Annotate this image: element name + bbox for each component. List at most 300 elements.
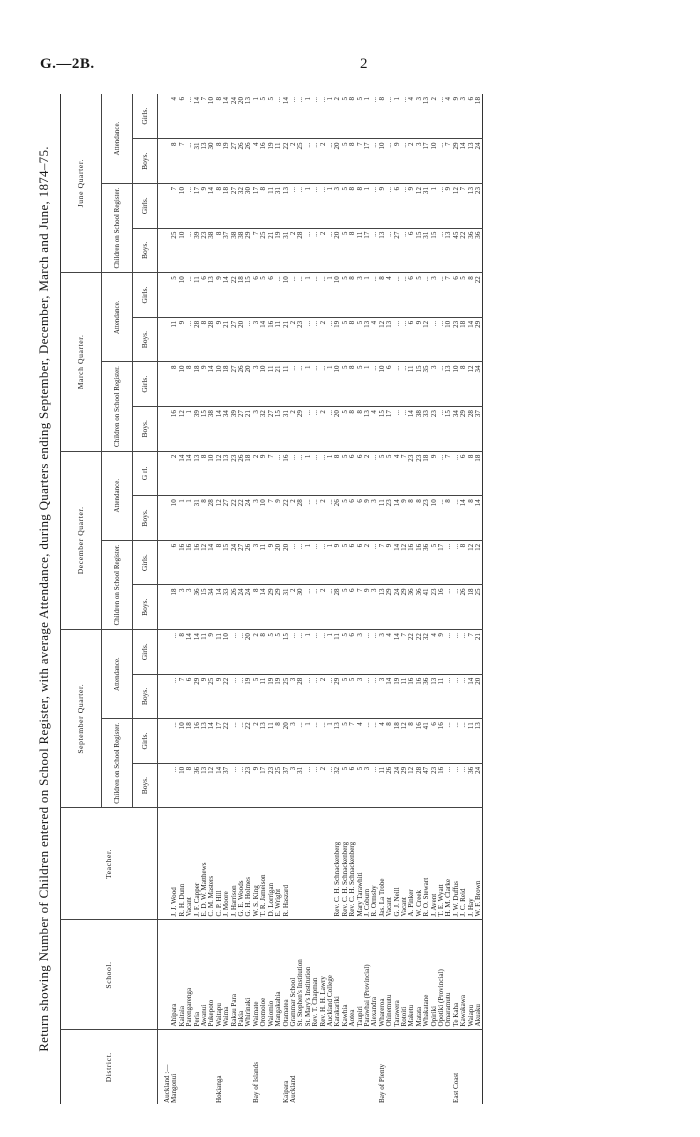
value-cell: 9 [386,540,393,585]
value-cell: 37 [475,407,483,452]
value-cell: 24 [245,585,252,630]
value-cell: 5 [275,630,282,675]
value-cell: 14 [223,94,230,139]
value-cell: ... [238,763,245,808]
teacher-cell: R. Haszard [283,808,290,920]
value-cell: 41 [423,585,430,630]
value-cell: 9 [216,317,223,362]
value-cell: 7 [468,630,475,675]
value-cell: ... [453,763,460,808]
district-cell [438,1030,445,1104]
teacher-header: Teacher. [61,808,158,920]
value-cell: 21 [275,362,282,407]
table-row [379,94,386,1104]
value-cell: ... [312,228,319,273]
value-cell: 16 [171,407,178,452]
value-cell: 45 [453,228,460,273]
value-cell: 12 [379,317,386,362]
value-cell: 20 [283,540,290,585]
value-cell: 29 [245,228,252,273]
value-cell: 1 [305,451,312,496]
value-cell: ... [371,719,378,764]
teacher-cell: A. Pinker [408,808,415,920]
value-cell: 11 [275,139,282,184]
value-cell: ... [445,674,452,719]
value-cell: 38 [208,228,215,273]
value-cell: 8 [408,496,415,541]
value-cell: 12 [208,763,215,808]
value-cell: ... [445,719,452,764]
value-cell: 8 [349,317,356,362]
value-cell: 14 [260,317,267,362]
value-cell: 28 [297,496,304,541]
boys-column-header: Boys. [133,317,158,362]
table-row [320,94,327,1104]
district-header: District. [61,1030,158,1104]
value-cell: 22 [283,139,290,184]
value-cell: 30 [208,139,215,184]
value-cell [158,451,172,496]
value-cell: 7 [401,630,408,675]
value-cell: 23 [423,496,430,541]
value-cell: 3 [290,674,297,719]
value-cell: 13 [223,451,230,496]
attendance-subheader: Attendance. [102,273,133,362]
value-cell: 34 [453,407,460,452]
value-cell: 36 [416,585,423,630]
value-cell: 5 [342,451,349,496]
value-cell: 9 [253,763,260,808]
value-cell: 3 [431,273,438,318]
table-row [297,94,304,1104]
value-cell: 25 [297,139,304,184]
value-cell: 5 [460,273,467,318]
value-cell: 18 [475,94,483,139]
page-number: 2 [360,56,368,72]
value-cell: 15 [275,407,282,452]
value-cell: 20 [238,317,245,362]
value-cell: ... [438,273,445,318]
teacher-cell: Rev. C. H. Schnackenberg [342,808,349,920]
district-cell [223,1030,230,1104]
value-cell: 8 [349,139,356,184]
value-cell: 19 [275,228,282,273]
value-cell: 28 [334,585,341,630]
value-cell: 2 [408,139,415,184]
value-cell: 9 [394,139,401,184]
girls-column-header: Girls. [133,540,158,585]
value-cell: 4 [357,719,364,764]
value-cell: 29 [334,674,341,719]
value-cell: ... [171,763,178,808]
value-cell: 13 [201,763,208,808]
value-cell: ... [238,674,245,719]
register-subheader: Children on School Register. [102,540,133,629]
teacher-cell [312,808,319,920]
value-cell: ... [401,407,408,452]
value-cell: 17 [194,184,201,229]
value-cell: ... [327,139,334,184]
value-cell: 4 [253,139,260,184]
value-cell: 8 [386,719,393,764]
table-row [171,94,178,1104]
value-cell: ... [297,184,304,229]
value-cell: 4 [394,451,401,496]
value-cell: 5 [342,362,349,407]
value-cell: 10 [179,228,186,273]
value-cell: 8 [349,94,356,139]
value-cell: 8 [216,540,223,585]
school-cell: Taupiri [357,920,364,1030]
value-cell: ... [297,719,304,764]
value-cell: ... [327,407,334,452]
value-cell: 7 [460,184,467,229]
value-cell: 5 [416,273,423,318]
school-cell: Aotea [349,920,356,1030]
value-cell: 16 [438,719,445,764]
boys-column-header: Boys. [133,407,158,452]
value-cell: 36 [408,585,415,630]
school-cell: Whirinaki [245,920,252,1030]
value-cell: 23 [431,763,438,808]
district-cell: Bay of Islands [251,1062,260,1103]
value-cell: 2 [320,585,327,630]
value-cell: 18 [194,362,201,407]
value-cell: 4 [371,317,378,362]
value-cell: ... [312,362,319,407]
district-cell [260,1030,267,1104]
value-cell: 15 [431,228,438,273]
teacher-cell: W. Creek [416,808,423,920]
value-cell: 10 [431,496,438,541]
boys-column-header: Boys. [133,585,158,630]
value-cell: 18 [423,451,430,496]
value-cell: 23 [268,763,275,808]
table-row [201,94,208,1104]
value-cell: 4 [379,719,386,764]
value-cell: ... [445,763,452,808]
teacher-cell: H. M. Clarke [445,808,452,920]
school-cell: Grammar School [290,920,297,1030]
value-cell: 9 [201,362,208,407]
value-cell: 10 [179,184,186,229]
value-cell: 5 [260,94,267,139]
teacher-cell: W. S. King [253,808,260,920]
value-cell: 23 [297,317,304,362]
value-cell: 29 [268,585,275,630]
value-cell: 16 [268,317,275,362]
value-cell: 5 [342,184,349,229]
value-cell: 16 [260,139,267,184]
value-cell: 1 [327,540,334,585]
value-cell: 11 [268,184,275,229]
value-cell: ... [401,139,408,184]
value-cell: 16 [283,451,290,496]
value-cell: 6 [253,273,260,318]
value-cell: ... [297,94,304,139]
school-cell: Alexandra [371,920,378,1030]
value-cell: ... [312,630,319,675]
value-cell: 24 [238,585,245,630]
value-cell: 8 [216,184,223,229]
value-cell: 12 [423,317,430,362]
value-cell: 14 [460,139,467,184]
value-cell: 37 [223,228,230,273]
value-cell: 29 [386,585,393,630]
value-cell: 4 [445,94,452,139]
value-cell: 5 [342,674,349,719]
district-cell [305,1030,312,1104]
value-cell: 8 [349,273,356,318]
value-cell: 22 [460,228,467,273]
value-cell: 3 [253,362,260,407]
value-cell: 31 [194,139,201,184]
value-cell: 13 [379,585,386,630]
value-cell: ... [275,94,282,139]
value-cell: 22 [238,496,245,541]
value-cell: 11 [171,317,178,362]
value-cell: 13 [283,184,290,229]
value-cell: ... [312,496,319,541]
value-cell: ... [371,139,378,184]
value-cell: ... [386,139,393,184]
value-cell: 22 [416,630,423,675]
value-cell: 6 [349,763,356,808]
value-cell: 27 [231,317,238,362]
value-cell: ... [327,228,334,273]
district-cell [431,1030,438,1104]
value-cell: 20 [283,719,290,764]
value-cell: 5 [379,451,386,496]
district-cell [364,1030,371,1104]
value-cell: 22 [245,719,252,764]
value-cell: 2 [320,139,327,184]
value-cell: 10 [334,273,341,318]
value-cell: 18 [223,362,230,407]
value-cell: 6 [268,273,275,318]
teacher-cell: R. O. Stewart [423,808,430,920]
value-cell: 8 [260,184,267,229]
school-cell: Ohinemutu [386,920,393,1030]
value-cell: ... [438,228,445,273]
value-cell: 20 [334,407,341,452]
value-cell: 5 [357,362,364,407]
value-cell: 13 [194,451,201,496]
value-cell: 2 [253,451,260,496]
value-cell: ... [312,451,319,496]
value-cell: 10 [179,273,186,318]
value-cell: 15 [416,362,423,407]
value-cell: 7 [357,139,364,184]
value-cell: ... [327,674,334,719]
value-cell: 12 [416,184,423,229]
value-cell: 6 [408,228,415,273]
table-row [349,94,356,1104]
value-cell: 34 [475,362,483,407]
value-cell: 12 [201,540,208,585]
value-cell: 11 [334,630,341,675]
value-cell: 8 [201,317,208,362]
value-cell: 1 [327,184,334,229]
school-cell: Karakariki [334,920,341,1030]
value-cell: 13 [468,184,475,229]
value-cell: 27 [231,184,238,229]
district-cell [423,1030,430,1104]
value-cell: 4 [171,94,178,139]
value-cell: 41 [423,719,430,764]
value-cell: 8 [468,496,475,541]
value-cell: 7 [201,94,208,139]
value-cell: 17 [364,228,371,273]
value-cell: ... [275,273,282,318]
value-cell: 32 [334,763,341,808]
value-cell: 9 [275,496,282,541]
value-cell: 2 [290,139,297,184]
value-cell: 36 [194,585,201,630]
value-cell: 5 [171,273,178,318]
table-row [453,94,460,1104]
value-cell: 26 [334,496,341,541]
value-cell: 11 [201,630,208,675]
value-cell: ... [327,763,334,808]
school-cell: Rev. T. Chapman [312,920,319,1030]
value-cell: 14 [468,674,475,719]
value-cell: ... [231,630,238,675]
value-cell: 31 [423,228,430,273]
value-cell: 6 [201,273,208,318]
value-cell: 32 [260,407,267,452]
value-cell: 14 [223,273,230,318]
value-cell: ... [186,184,193,229]
table-row [223,94,230,1104]
value-cell: ... [371,228,378,273]
value-cell: ... [305,317,312,362]
value-cell: 9 [334,540,341,585]
teacher-cell: J. Harrison [231,808,238,920]
value-cell: 29 [453,139,460,184]
teacher-cell: J. C. Reid [460,808,467,920]
value-cell: ... [231,763,238,808]
value-cell: 36 [475,228,483,273]
table-row [423,94,430,1104]
value-cell: ... [438,451,445,496]
value-cell: 13 [208,273,215,318]
value-cell [158,585,172,630]
value-cell: 7 [171,184,178,229]
value-cell: 4 [386,630,393,675]
value-cell: 24 [394,763,401,808]
value-cell: 7 [379,540,386,585]
value-cell: 14 [394,540,401,585]
value-cell: 1 [327,94,334,139]
value-cell: 13 [364,407,371,452]
value-cell: ... [364,630,371,675]
value-cell: 1 [305,94,312,139]
value-cell: 11 [283,362,290,407]
district-cell: Bay of Plenty [377,1063,386,1103]
value-cell: ... [245,317,252,362]
value-cell: 20 [475,674,483,719]
value-cell: 2 [171,451,178,496]
value-cell: 23 [245,763,252,808]
value-cell: 6 [408,273,415,318]
value-cell: 11 [216,630,223,675]
value-cell: 29 [194,674,201,719]
value-cell: ... [305,407,312,452]
value-cell: 1 [305,719,312,764]
value-cell: 1 [431,184,438,229]
table-row [357,94,364,1104]
teacher-cell: J. J. Wood [171,808,178,920]
value-cell: 25 [275,763,282,808]
district-cell: Auckland [288,1075,297,1103]
value-cell: 1 [364,362,371,407]
value-cell: ... [312,94,319,139]
value-cell: ... [186,317,193,362]
value-cell: 10 [334,362,341,407]
value-cell [158,763,172,808]
value-cell: 5 [342,317,349,362]
value-cell: 10 [379,362,386,407]
value-cell: 2 [290,585,297,630]
value-cell: 30 [245,184,252,229]
value-cell: 6 [349,540,356,585]
value-cell: 1 [305,630,312,675]
value-cell: 2 [290,228,297,273]
school-cell: Tarawera [394,920,401,1030]
value-cell: 16 [194,719,201,764]
register-subheader: Children on School Register. [102,362,133,451]
value-cell: 16 [438,763,445,808]
value-cell: 10 [379,139,386,184]
value-cell: 23 [475,184,483,229]
district-cell [357,1030,364,1104]
value-cell: 13 [423,94,430,139]
attendance-subheader: Attendance. [102,94,133,184]
table-row [275,94,282,1104]
value-cell: 24 [394,585,401,630]
value-cell: 9 [260,451,267,496]
value-cell: ... [401,228,408,273]
value-cell: 10 [260,496,267,541]
value-cell: 3 [431,362,438,407]
value-cell: 8 [216,94,223,139]
value-cell: 18 [223,184,230,229]
value-cell: 2 [320,317,327,362]
school-cell: Waiapu [468,920,475,1030]
value-cell: ... [312,585,319,630]
value-cell: 6 [349,451,356,496]
value-cell: 24 [231,94,238,139]
teacher-cell: J. Moore [223,808,230,920]
value-cell: 29 [401,585,408,630]
value-cell: 12 [401,719,408,764]
value-cell: 11 [357,228,364,273]
value-cell: 19 [394,674,401,719]
value-cell: 19 [245,674,252,719]
value-cell: 39 [194,228,201,273]
value-cell: 8 [171,139,178,184]
district-cell: Auckland :— [163,1064,171,1103]
value-cell: ... [186,139,193,184]
quarter-header-june: June Quarter. [61,94,102,273]
value-cell: 37 [223,763,230,808]
value-cell: 14 [394,630,401,675]
value-cell: 1 [327,273,334,318]
school-cell: Omaramutu [445,920,452,1030]
girls-column-header: Girls. [133,273,158,318]
table-row [431,94,438,1104]
